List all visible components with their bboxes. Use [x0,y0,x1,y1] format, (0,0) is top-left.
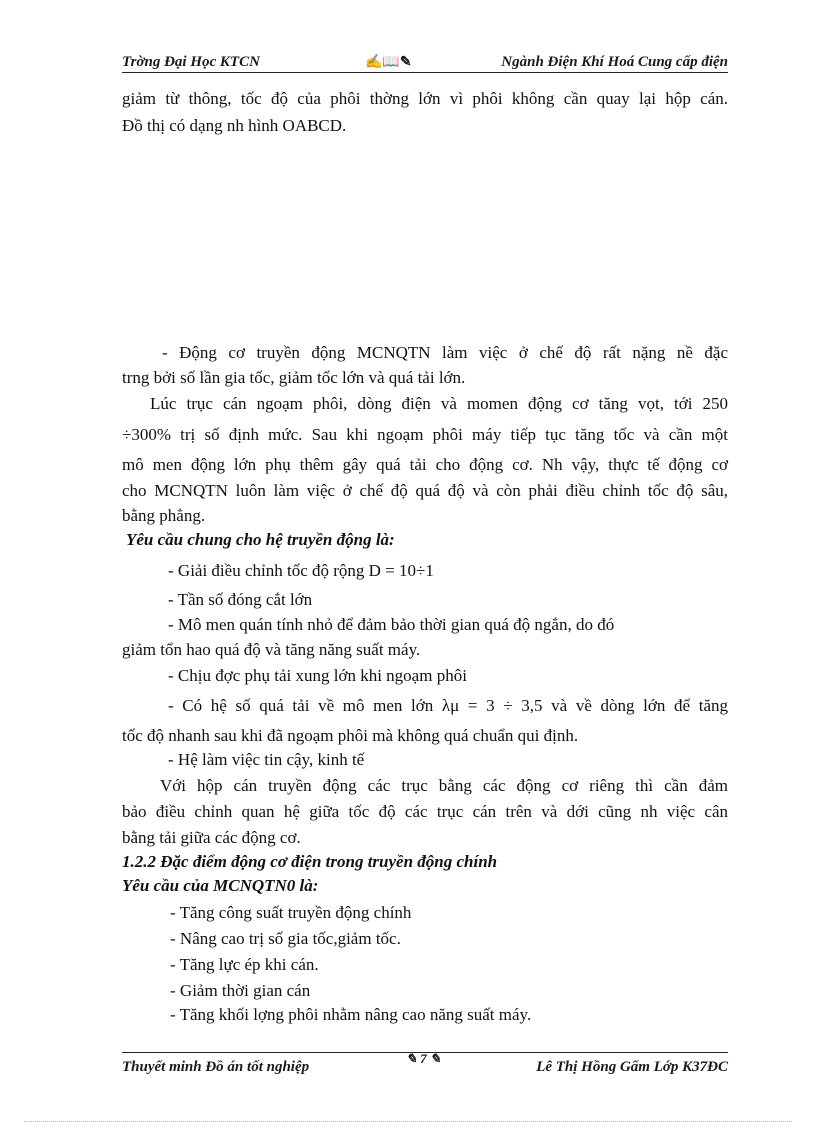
section-subheading: Yêu cầu của MCNQTN0 là: [122,876,319,895]
page-footer [122,1052,728,1077]
paragraph-line: bằng phẳng. [122,506,206,525]
bottom-dotted-divider [24,1121,792,1122]
list-item: - Tăng công suất truyền động chính [170,903,412,922]
list-item-continuation: giảm tổn hao quá độ và tăng năng suất máy. [122,640,421,659]
list-item: - Tăng khối lợng phôi nhằm nâng cao năng suất máy. [170,1005,532,1024]
paragraph-line: Với hộp cán truyền động các trục bằng các động cơ riêng thì cần đảm [160,776,728,795]
list-item: - Giải điều chỉnh tốc độ rộng D = 10÷1 [168,561,434,580]
list-item: - Tăng lực ép khi cán. [170,955,319,974]
header-department: Ngành Điện Khí Hoá Cung cấp điện [501,54,728,70]
list-item: - Nâng cao trị số gia tốc,giảm tốc. [170,929,401,948]
paragraph-line: cho MCNQTN luôn làm việc ở chế độ quá độ và còn phải điều chỉnh tốc độ sâu, [122,481,728,500]
list-item: - Mô men quán tính nhỏ để đảm bảo thời gian quá độ ngắn, do đó [168,615,615,634]
page-header [122,50,728,73]
list-item: - Có hệ số quá tải về mô men lớn λμ = 3 ÷ 3,5 và về dòng lớn để tăng [168,696,728,715]
paragraph-line: trng bởi số lần gia tốc, giảm tốc lớn và quá tải lớn. [122,368,466,387]
section-heading: Yêu cầu chung cho hệ truyền động là: [126,530,395,549]
paragraph-line: ÷300% trị số định mức. Sau khi ngoạm phôi máy tiếp tục tăng tốc và cần một [122,425,728,444]
paragraph-line: giảm từ thông, tốc độ của phôi thờng lớn vì phôi không cần quay lại hộp cán. [122,89,728,108]
paragraph-line: mô men động lớn phụ thêm gây quá tải cho động cơ. Nh vậy, thực tế động cơ [122,455,728,474]
paragraph-line: Đồ thị có dạng nh hình OABCD. [122,116,347,135]
list-item: - Tần số đóng cắt lớn [168,590,313,609]
list-item: - Hệ làm việc tin cậy, kinh tế [168,750,365,769]
page-number: ✎ 7 ✎ [406,1051,441,1066]
paragraph-line: - Động cơ truyền động MCNQTN làm việc ở chế độ rất nặng nề đặc [162,343,728,362]
header-school: Trờng Đại Học KTCN [122,54,260,70]
list-item-continuation: tốc độ nhanh sau khi đã ngoạm phôi mà không quá chuẩn qui định. [122,726,579,745]
paragraph-line: Lúc trục cán ngoạm phôi, dòng điện và momen động cơ tăng vọt, tới 250 [150,394,728,413]
header-ornament: ✍📖✎ [365,55,412,70]
footer-title: Thuyết minh Đồ án tốt nghiệp [122,1059,310,1075]
section-heading: 1.2.2 Đặc điểm động cơ điện trong truyền động chính [122,852,498,871]
paragraph-line: bảo điều chỉnh quan hệ giữa tốc độ các trục cán trên và dới cũng nh việc cân [122,802,728,821]
list-item: - Chịu đợc phụ tải xung lớn khi ngoạm phôi [168,666,467,685]
footer-author: Lê Thị Hồng Gấm Lớp K37ĐC [536,1059,728,1075]
paragraph-line: bằng tải giữa các động cơ. [122,828,301,847]
list-item: - Giảm thời gian cán [170,981,311,1000]
